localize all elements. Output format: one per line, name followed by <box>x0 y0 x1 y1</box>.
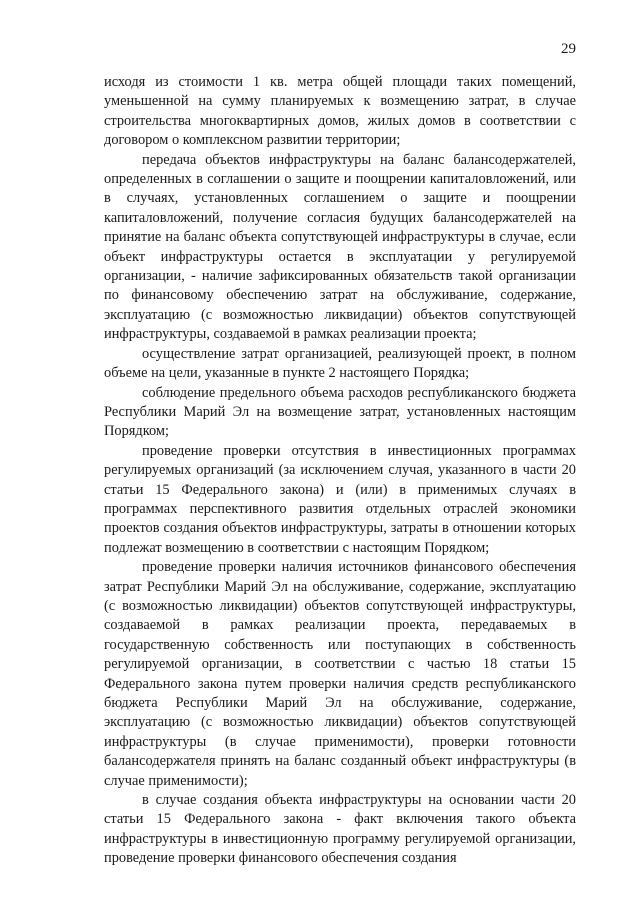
document-body <box>104 73 576 869</box>
paragraph-infrastructure-creation: в случае создания объекта инфраструктуры на основании части 20 статьи 15 Федерального закона - факт включения такого объекта инфраструктуры в инвестиционную программу регулируемой организации, проведение проверки финансового обеспечения создания <box>104 792 576 867</box>
paragraph-funding-sources-check: проведение проверки наличия источников финансового обеспечения затрат Республики Марий Эл на обслуживание, содержание, эксплуатацию (с возможностью ликвидации) объектов сопутствующей инфраструктуры, создаваемой в рамках реализации проекта, передаваемых в государственную собственность или поступающих в собственность регулируемой организации, в соответствии с частью 18 статьи 15 Федерального закона путем проверки наличия средств республиканского бюджета Республики Марий Эл на обслуживание, содержание, эксплуатацию (с возможностью ликвидации) объектов сопутствующей инфраструктуры (в случае применимости), проверки готовности балансодержателя принять на баланс созданный объект инфраструктуры (в случае применимости); <box>104 559 576 789</box>
page-number: 29 <box>561 41 576 57</box>
paragraph-infrastructure-transfer: передача объектов инфраструктуры на баланс балансодержателей, определенных в соглашении о защите и поощрении капиталовложений, или в случаях, установленных соглашением о защите и поощрении капиталовложений, получение согласия будущих балансодержателей на принятие на баланс объекта сопутствующей инфраструктуры в случае, если объект инфраструктуры остается в эксплуатации у регулируемой организации, - наличие зафиксированных обязательств такой организации по финансовому обеспечению затрат на обслуживание, содержание, эксплуатацию (с возможностью ликвидации) объектов сопутствующей инфраструктуры, создаваемой в рамках реализации проекта; <box>104 151 576 343</box>
paragraph-costs-implementation: осуществление затрат организацией, реализующей проект, в полном объеме на цели, указанные в пункте 2 настоящего Порядка; <box>104 345 576 382</box>
paragraph-budget-limit: соблюдение предельного объема расходов республиканского бюджета Республики Марий Эл на возмещение затрат, установленных настоящим Порядком; <box>104 384 576 440</box>
paragraph-continuation: исходя из стоимости 1 кв. метра общей площади таких помещений, уменьшенной на сумму планируемых к возмещению затрат, в случае строительства многоквартирных домов, жилых домов в соответствии с договором о комплексном развитии территории; <box>104 74 576 149</box>
paragraph-investment-programs-check: проведение проверки отсутствия в инвестиционных программах регулируемых организаций (за исключением случая, указанного в части 20 статьи 15 Федерального закона) и (или) в применимых случаях в программах перспективного развития отдельных отраслей экономики проектов создания объектов инфраструктуры, затраты в отношении которых подлежат возмещению в соответствии с настоящим Порядком; <box>104 442 576 556</box>
